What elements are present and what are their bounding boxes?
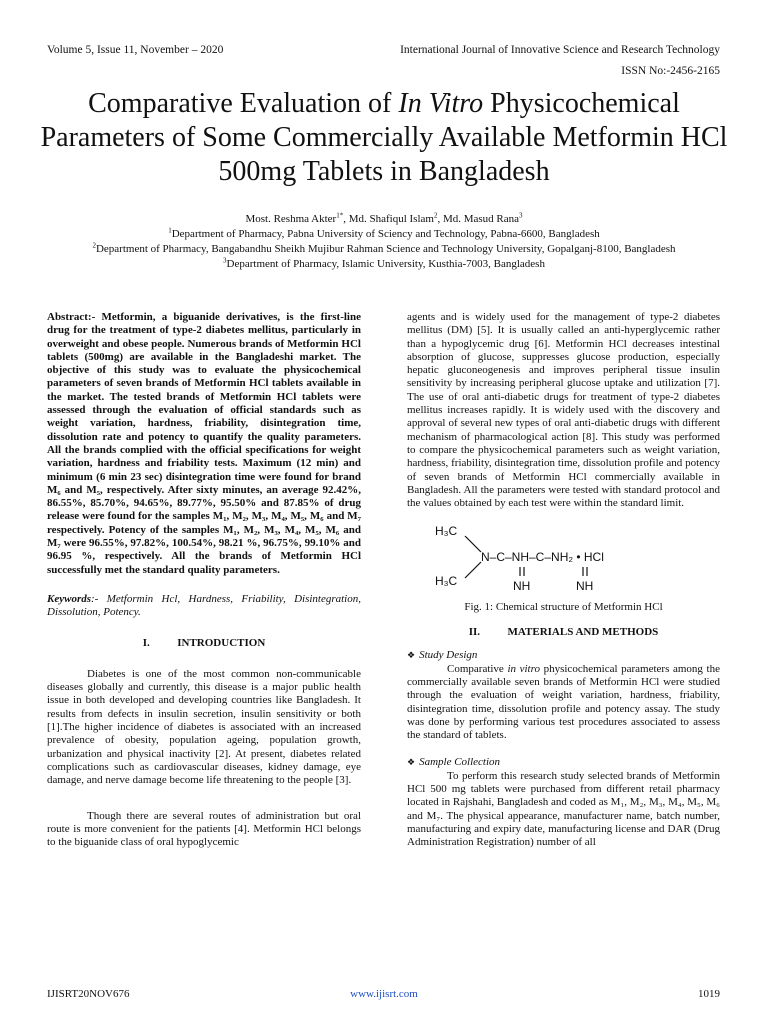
left-column: [47, 311, 361, 849]
imine-group-1: NH: [513, 579, 531, 594]
bond-top: [465, 536, 481, 552]
affiliation-2: $^2$Department of Pharmacy, Bangabandhu Sheikh Mujibur Rahman Science and Technology University, Gopalganj-8100, Bangladesh: [92, 241, 676, 255]
section-heading-methods: II. MATERIALS AND METHODS: [468, 626, 659, 639]
running-header-volume: Volume 5, Issue 11, November – 2020: [47, 44, 224, 56]
imine-group-2: NH: [576, 579, 594, 594]
methyl-group-top: H₃C: [435, 524, 458, 539]
author-block: [40, 212, 728, 272]
figure-caption: Fig. 1: Chemical structure of Metformin HCl: [464, 600, 663, 613]
section-heading-introduction: I. INTRODUCTION: [142, 636, 266, 649]
right-column: [407, 311, 720, 850]
abstract: Abstract:- Metformin, a biguanide derivatives, is the first-line drug for the treatment of type-2 diabetes mellitus, particularly in overweight and obese people. Numerous brands of Metformin HCl tablets (500mg) are available in the Bangladeshi market. The objective of this study was to evaluate the physicochemical parameters of seven brands of Metformin HCl tablets available in the market. The tested brands of Metformin HCl tablets were assessed through the evaluation of official standards such as weight variation, hardness, friability, disintegration time, dissolution rate and potency to quantify the quality parameters. All the brands complied with the official specifications for weight variation, hardness and friability tests. Maximum (12 min) and minimum (6 min 23 sec) disintegration time were found for brand M₆ and M₅, respectively. After sixty minutes, an average 92.42%, 86.55%, 85.70%, 94.65%, 89.77%, 95.50% and 87.85% of drug release were found for the samples M₁, M₂, M₃, M₄, M₅, M₆ and M₇ respectively. Potency of the samples M₁, M₂, M₃, M₄, M₅, M₆ and M₇ were 96.55%, 97.82%, 100.54%, 98.21 %, 96.75%, 99.10% and 96.95 %, respectively. All the brands of Metformin HCl successfully met the standard quality parameters.: [47, 311, 361, 576]
author-names: Most. Reshma Akter$^{1*}$, Md. Shafiqul Islam$^2$, Md. Masud Rana$^3$: [245, 211, 523, 225]
running-header-journal: International Journal of Innovative Science and Research Technology: [400, 44, 720, 56]
methods-paragraph-2: To perform this research study selected brands of Metformin HCl 500 mg tablets were purchased from different retail pharmacy located in Rajshahi, Bangladesh and coded as M₁, M₂, M₃, M₄, M₅, M₆ and M₇. The physical appearance, manufacturer name, batch number, manufacturing and expiry date, manufacturing license and DAR (Drug Administration Registration) number of all: [407, 769, 720, 849]
bullet-icon: ❖: [407, 757, 416, 768]
intro-paragraph-1: Diabetes is one of the most common non-communicable diseases globally and currently, this disease is a major public health issue in both developed and developing countries like Bangladesh. It results from defects in insulin secretion, insulin sensitivity or both [1].The higher incidence of diabetes is associated with an increased prevalence of obesity, population ageing, population growth, urbanization and physical inactivity [2]. At present, diabetes related complications such as cardiovascular diseases, kidney damage, eye damage, and nerve damage become life threatening to the people [3].: [47, 667, 361, 787]
methods-paragraph-1: Comparative in vitro physicochemical parameters among the commercially available seven brands of Metformin HCl were studied through the evaluation of weight variation, hardness, friability, disintegration time, dissolution profile and potency assay. The study was done by performing various test procedures associated to assess the standard of tablets.: [407, 662, 720, 742]
methyl-group-bottom: H₃C: [435, 574, 458, 589]
bullet-icon: ❖: [407, 650, 416, 661]
intro-paragraph-2: Though there are several routes of administration but oral route is more convenient for the patients [4]. Metformin HCl belongs to the biguanide class of oral hypoglycemic: [47, 809, 361, 849]
subheading-study-design: ❖ Study Design: [407, 649, 478, 662]
footer-paper-id: IJISRT20NOV676: [47, 988, 130, 1000]
metformin-structure-figure: [435, 522, 705, 594]
issn-label: ISSN No:-2456-2165: [621, 65, 720, 77]
affiliation-3: $^3$Department of Pharmacy, Islamic University, Kusthia-7003, Bangladesh: [223, 256, 545, 270]
bond-bottom: [465, 562, 481, 578]
affiliation-1: $^1$Department of Pharmacy, Pabna University of Sciency and Technology, Pabna-6600, Bangladesh: [168, 226, 600, 240]
keywords: Keywords:- Metformin Hcl, Hardness, Friability, Disintegration, Dissolution, Potency.: [47, 592, 361, 619]
paper-title: Comparative Evaluation of In Vitro Physicochemical Parameters of Some Commercially Available Metformin HCl 500mg Tablets in Bangladesh: [40, 88, 728, 187]
intro-paragraph-3: agents and is widely used for the management of type-2 diabetes mellitus (DM) [5]. It is usually called an anti-hyperglycemic rather than a hypoglycemic drug [6]. Metformin HCl decreases intestinal absorption of glucose, suppresses glucose production, especially hepatic gluconeogenesis and improves peripheral tissue insulin sensitivity by increasing peripheral glucose uptake and utilization [7]. The use of oral anti-diabetic drugs for treatment of type-2 diabetes mellitus increases rapidly. It is widely used with the discovery and approval of several new types of oral anti-diabetic drugs with different mechanism of pharmacological action [8]. This study was performed to compare the physicochemical parameters such as weight variation, hardness, friability, disintegration time, dissolution profile and potency of seven brands of Metformin HCl commercially available in Bangladesh. All the parameters were tested with standard protocol and the values obtained by each test were within the standard limit.: [407, 311, 720, 510]
subheading-sample-collection: ❖ Sample Collection: [407, 756, 501, 769]
guanidine-chain: N–C–NH–C–NH₂ • HCl: [481, 550, 604, 565]
page-number: 1019: [698, 988, 720, 1000]
footer-website-link[interactable]: www.ijisrt.com: [350, 988, 418, 1000]
